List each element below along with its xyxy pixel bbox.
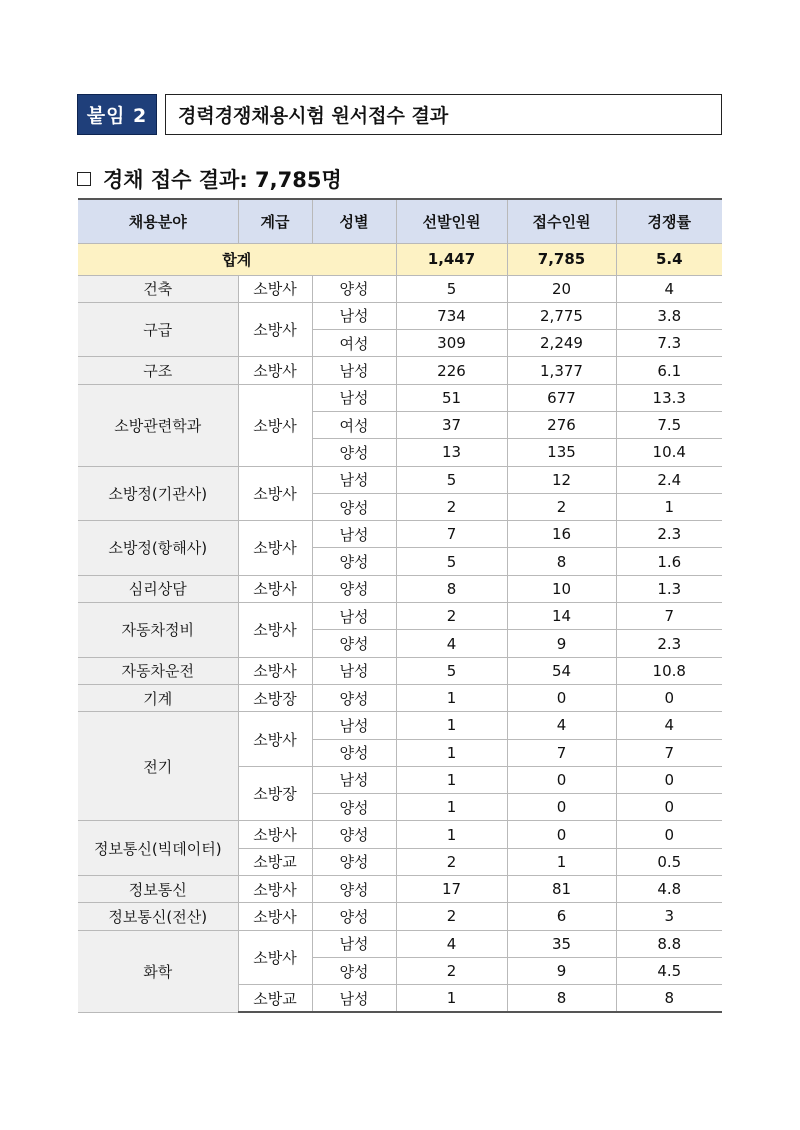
applied-cell: 6 [507,903,616,930]
applied-cell: 0 [507,684,616,711]
rank-cell: 소방장 [238,684,312,711]
ratio-cell: 6.1 [616,357,722,384]
table-row [78,384,722,411]
applied-cell: 135 [507,439,616,466]
ratio-cell: 4 [616,275,722,302]
gender-cell: 양성 [312,275,396,302]
selected-cell: 2 [396,848,507,875]
gender-cell: 양성 [312,876,396,903]
gender-cell: 양성 [312,957,396,984]
ratio-cell: 2.4 [616,466,722,493]
ratio-cell: 4.5 [616,957,722,984]
applied-cell: 1 [507,848,616,875]
applied-cell: 2,775 [507,302,616,329]
gender-cell: 양성 [312,821,396,848]
gender-cell: 남성 [312,466,396,493]
table-row [78,575,722,602]
applied-cell: 0 [507,821,616,848]
ratio-cell: 13.3 [616,384,722,411]
table-row [78,930,722,957]
applied-cell: 2 [507,493,616,520]
applied-cell: 54 [507,657,616,684]
total-row [78,243,722,275]
selected-cell: 1 [396,821,507,848]
document-header [77,94,722,135]
selected-cell: 2 [396,957,507,984]
ratio-cell: 7.3 [616,330,722,357]
gender-cell: 양성 [312,493,396,520]
applied-cell: 276 [507,411,616,438]
applied-cell: 81 [507,876,616,903]
field-cell: 정보통신(전산) [78,903,238,930]
table-row [78,275,722,302]
gender-cell: 남성 [312,712,396,739]
rank-cell: 소방사 [238,466,312,521]
table-row [78,302,722,329]
gender-cell: 남성 [312,603,396,630]
applied-cell: 2,249 [507,330,616,357]
selected-cell: 226 [396,357,507,384]
ratio-cell: 7 [616,739,722,766]
applied-cell: 8 [507,548,616,575]
applied-cell: 20 [507,275,616,302]
table-row [78,903,722,930]
rank-cell: 소방사 [238,603,312,658]
rank-cell: 소방사 [238,876,312,903]
ratio-cell: 8.8 [616,930,722,957]
column-header: 계급 [238,199,312,243]
ratio-cell: 7.5 [616,411,722,438]
gender-cell: 양성 [312,739,396,766]
gender-cell: 남성 [312,302,396,329]
ratio-cell: 0 [616,794,722,821]
applied-cell: 16 [507,521,616,548]
rank-cell: 소방사 [238,521,312,576]
gender-cell: 양성 [312,848,396,875]
rank-cell: 소방장 [238,766,312,821]
ratio-cell: 1 [616,493,722,520]
selected-cell: 4 [396,930,507,957]
field-cell: 소방정(항해사) [78,521,238,576]
table-header-row [78,199,722,243]
rank-cell: 소방사 [238,821,312,848]
section-label: 경채 접수 결과: 7,785명 [103,168,342,192]
field-cell: 소방정(기관사) [78,466,238,521]
table-row [78,876,722,903]
applied-cell: 677 [507,384,616,411]
rank-cell: 소방사 [238,903,312,930]
selected-cell: 7 [396,521,507,548]
rank-cell: 소방사 [238,930,312,985]
table-row [78,712,722,739]
results-table [78,198,722,1013]
rank-cell: 소방사 [238,357,312,384]
total-applied: 7,785 [507,243,616,275]
ratio-cell: 0 [616,766,722,793]
rank-cell: 소방사 [238,302,312,357]
table-row [78,357,722,384]
applied-cell: 0 [507,766,616,793]
selected-cell: 309 [396,330,507,357]
selected-cell: 1 [396,794,507,821]
field-cell: 구조 [78,357,238,384]
rank-cell: 소방사 [238,384,312,466]
column-header: 선발인원 [396,199,507,243]
table-row [78,657,722,684]
ratio-cell: 4.8 [616,876,722,903]
selected-cell: 13 [396,439,507,466]
rank-cell: 소방교 [238,848,312,875]
total-selected: 1,447 [396,243,507,275]
selected-cell: 5 [396,275,507,302]
table-row [78,684,722,711]
gender-cell: 남성 [312,930,396,957]
selected-cell: 5 [396,466,507,493]
gender-cell: 남성 [312,521,396,548]
ratio-cell: 10.8 [616,657,722,684]
applied-cell: 8 [507,985,616,1012]
selected-cell: 5 [396,548,507,575]
field-cell: 화학 [78,930,238,1012]
column-header: 접수인원 [507,199,616,243]
field-cell: 기계 [78,684,238,711]
ratio-cell: 4 [616,712,722,739]
gender-cell: 양성 [312,794,396,821]
field-cell: 소방관련학과 [78,384,238,466]
field-cell: 건축 [78,275,238,302]
selected-cell: 2 [396,493,507,520]
applied-cell: 14 [507,603,616,630]
gender-cell: 남성 [312,657,396,684]
selected-cell: 1 [396,766,507,793]
ratio-cell: 0 [616,684,722,711]
total-ratio: 5.4 [616,243,722,275]
table-row [78,466,722,493]
gender-cell: 여성 [312,411,396,438]
field-cell: 전기 [78,712,238,821]
rank-cell: 소방사 [238,712,312,767]
ratio-cell: 1.3 [616,575,722,602]
ratio-cell: 2.3 [616,521,722,548]
applied-cell: 4 [507,712,616,739]
gender-cell: 양성 [312,684,396,711]
rank-cell: 소방사 [238,657,312,684]
selected-cell: 1 [396,739,507,766]
applied-cell: 9 [507,630,616,657]
applied-cell: 12 [507,466,616,493]
field-cell: 자동차정비 [78,603,238,658]
gender-cell: 여성 [312,330,396,357]
applied-cell: 0 [507,794,616,821]
applied-cell: 1,377 [507,357,616,384]
ratio-cell: 0 [616,821,722,848]
gender-cell: 남성 [312,384,396,411]
selected-cell: 8 [396,575,507,602]
selected-cell: 1 [396,684,507,711]
applied-cell: 10 [507,575,616,602]
ratio-cell: 2.3 [616,630,722,657]
column-header: 경쟁률 [616,199,722,243]
table-row [78,603,722,630]
table-row [78,521,722,548]
selected-cell: 37 [396,411,507,438]
gender-cell: 양성 [312,548,396,575]
selected-cell: 17 [396,876,507,903]
selected-cell: 51 [396,384,507,411]
gender-cell: 남성 [312,766,396,793]
selected-cell: 4 [396,630,507,657]
rank-cell: 소방교 [238,985,312,1012]
ratio-cell: 0.5 [616,848,722,875]
selected-cell: 2 [396,603,507,630]
field-cell: 구급 [78,302,238,357]
total-label: 합계 [78,243,396,275]
table-row [78,821,722,848]
field-cell: 정보통신 [78,876,238,903]
gender-cell: 남성 [312,985,396,1012]
gender-cell: 남성 [312,357,396,384]
selected-cell: 1 [396,985,507,1012]
selected-cell: 2 [396,903,507,930]
gender-cell: 양성 [312,575,396,602]
field-cell: 심리상담 [78,575,238,602]
column-header: 성별 [312,199,396,243]
rank-cell: 소방사 [238,275,312,302]
field-cell: 정보통신(빅데이터) [78,821,238,876]
selected-cell: 5 [396,657,507,684]
attachment-tag: 붙임 2 [77,94,157,135]
column-header: 채용분야 [78,199,238,243]
ratio-cell: 1.6 [616,548,722,575]
ratio-cell: 8 [616,985,722,1012]
ratio-cell: 3 [616,903,722,930]
applied-cell: 9 [507,957,616,984]
selected-cell: 1 [396,712,507,739]
checkbox-square-icon [77,172,91,186]
ratio-cell: 7 [616,603,722,630]
ratio-cell: 3.8 [616,302,722,329]
gender-cell: 양성 [312,903,396,930]
ratio-cell: 10.4 [616,439,722,466]
gender-cell: 양성 [312,630,396,657]
applied-cell: 35 [507,930,616,957]
section-heading [77,164,342,194]
rank-cell: 소방사 [238,575,312,602]
field-cell: 자동차운전 [78,657,238,684]
document-title: 경력경쟁채용시험 원서접수 결과 [165,94,722,135]
applied-cell: 7 [507,739,616,766]
gender-cell: 양성 [312,439,396,466]
selected-cell: 734 [396,302,507,329]
